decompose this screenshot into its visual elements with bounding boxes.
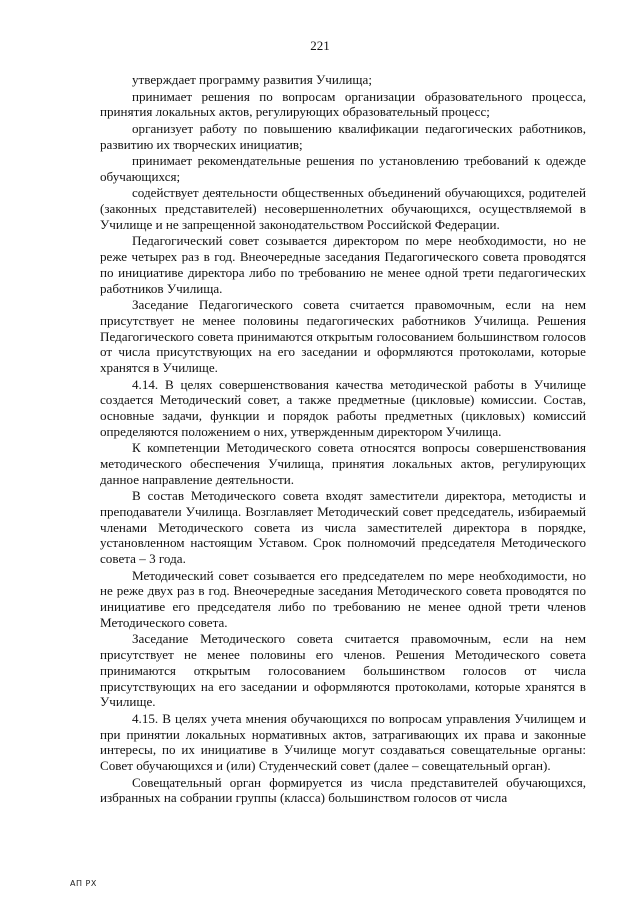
paragraph-section-4-15: 4.15. В целях учета мнения обучающихся по вопросам управления Училищем и при принятии локальных нормативных актов, затрагивающих их права и законные интересы, по их инициативе в Училище могут создаваться совещательные органы: Совет обучающихся и (или) Студенческий совет (далее – совещательный орган).	[100, 710, 586, 773]
footer-mark: АП РХ	[70, 879, 97, 888]
paragraph-section-4-14: 4.14. В целях совершенствования качества методической работы в Училище создается Методический совет, а также предметные (цикловые) комиссии. Состав, основные задачи, функции и порядок работы предметных (цикловых) комиссий определяются положением о них, утвержденным директором Училища.	[100, 376, 586, 439]
paragraph-clothing-requirements: принимает рекомендательные решения по установлению требований к одежде обучающихся;	[100, 153, 586, 184]
paragraph-methodical-council-composition: В состав Методического совета входят заместители директора, методисты и преподаватели Училища. Возглавляет Методический совет председатель, избираемый членами Методического совета из числа заместителей директора в порядке, установленном настоящим Уставом. Срок полномочий председателя Методического совета – 3 года.	[100, 488, 586, 567]
paragraph-advisory-body-formation: Совещательный орган формируется из числа представителей обучающихся, избранных на собрании группы (класса) большинством голосов от числа	[100, 774, 586, 806]
paragraph-methodical-council-competence: К компетенции Методического совета относятся вопросы совершенствования методического обеспечения Училища, принятия локальных актов, регулирующих данное направление деятельности.	[100, 440, 586, 487]
paragraph-public-associations: содействует деятельности общественных объединений обучающихся, родителей (законных представителей) несовершеннолетних обучающихся, осуществляемой в Училище и не запрещенной законодательством Российской Федерации.	[100, 185, 586, 232]
paragraph-methodical-council-convening: Методический совет созывается его председателем по мере необходимости, но не реже двух раз в год. Внеочередные заседания Методического совета проводятся по инициативе его председателя либо по требованию не менее одной трети членов Методического совета.	[100, 567, 586, 630]
paragraph-qualification-work: организует работу по повышению квалификации педагогических работников, развитию их творческих инициатив;	[100, 120, 586, 152]
paragraph-pedagogical-council-quorum: Заседание Педагогического совета считается правомочным, если на нем присутствует не менее половины педагогических работников Училища. Решения Педагогического совета принимаются открытым голосованием большинством голосов от числа присутствующих на его заседании и оформляются протоколами, которые хранятся в Училище.	[100, 297, 586, 375]
page-number: 221	[310, 38, 330, 53]
document-body	[100, 72, 586, 807]
paragraph-pedagogical-council-convening: Педагогический совет созывается директором по мере необходимости, но не реже четырех раз в год. Внеочередные заседания Педагогического совета проводятся по инициативе директора либо по требованию не менее одной трети педагогических работников Училища.	[100, 233, 586, 296]
paragraph-methodical-council-quorum: Заседание Методического совета считается правомочным, если на нем присутствует не менее половины его членов. Решения Методического совета принимаются открытым голосованием большинством голосов от числа присутствующих на его заседании и оформляются протоколами, которые хранятся в Училище.	[100, 631, 586, 710]
paragraph-educational-process-decisions: принимает решения по вопросам организации образовательного процесса, принятия локальных актов, регулирующих образовательный процесс;	[100, 88, 586, 120]
paragraph-program-approval: утверждает программу развития Училища;	[132, 72, 372, 87]
